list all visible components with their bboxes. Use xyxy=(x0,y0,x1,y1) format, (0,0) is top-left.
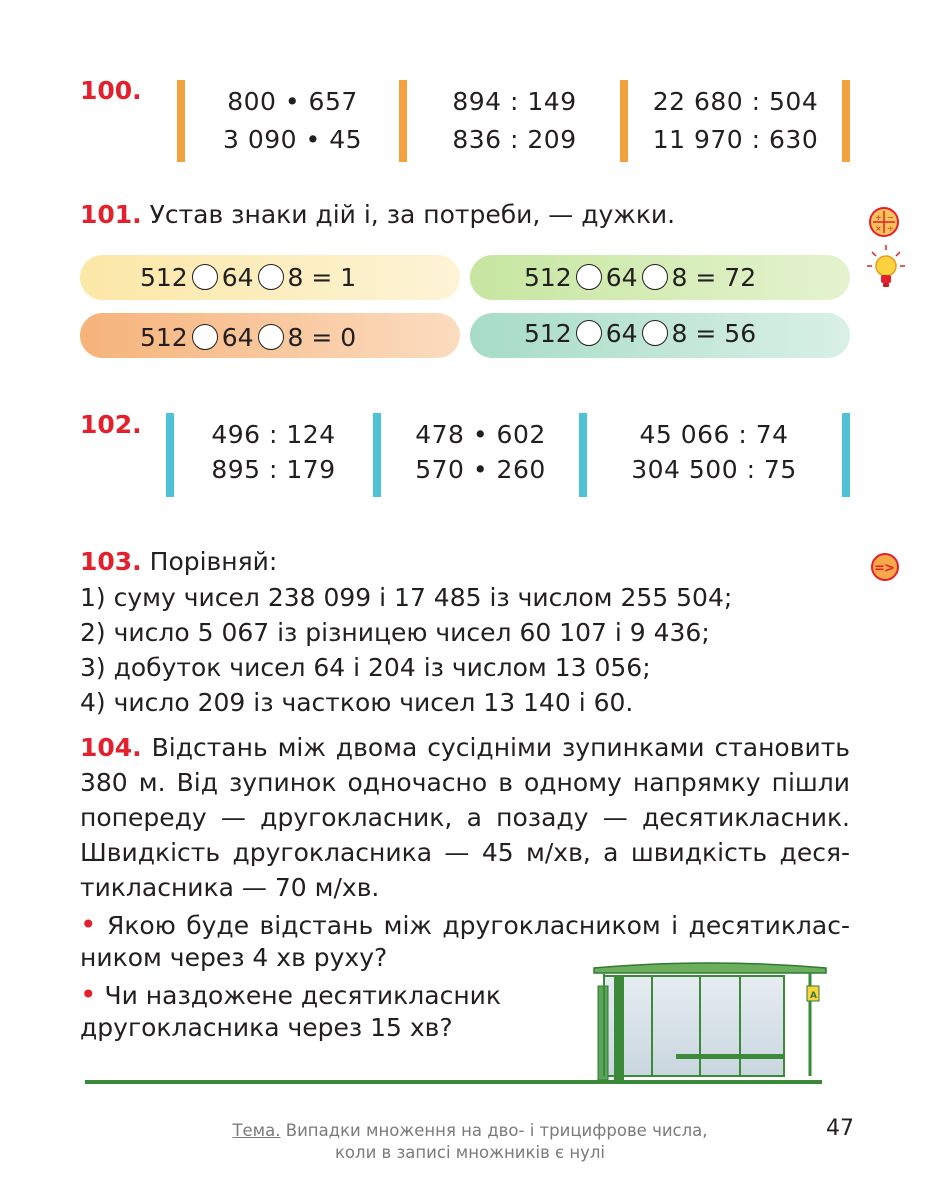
expression: 894 : 149 xyxy=(452,87,577,116)
task-text: Устав знаки дій і, за потреби, — дужки. xyxy=(149,200,676,229)
expression-column xyxy=(589,417,839,487)
expression-column xyxy=(383,417,578,487)
exercise-number: 100. xyxy=(80,76,142,105)
ground-line xyxy=(85,1080,822,1084)
list-item: 3) добуток чисел 64 і 204 із числом 13 056; xyxy=(80,653,651,682)
result: = 72 xyxy=(695,263,757,292)
expression: 570 • 260 xyxy=(415,455,546,484)
column-divider xyxy=(373,413,381,497)
expression: 895 : 179 xyxy=(211,455,336,484)
expression: 800 • 657 xyxy=(227,87,358,116)
question-line: другокласника через 15 хв? xyxy=(80,1013,453,1042)
topic-label: Тема. xyxy=(232,1121,281,1140)
topic-text: Випадки множення на дво- і трицифрове числа, xyxy=(280,1121,708,1140)
column-divider xyxy=(842,413,850,497)
operand: 8 xyxy=(671,263,688,292)
operand: 8 xyxy=(671,319,688,348)
expression: 45 066 : 74 xyxy=(639,420,789,449)
problem-text: Відстань між двома сусідніми зупинками становить xyxy=(151,733,850,762)
operation-blank[interactable] xyxy=(642,320,668,346)
equation-card xyxy=(80,313,460,358)
question-line xyxy=(80,908,850,941)
list-item: 1) суму чисел 238 099 і 17 485 із числом 255 504; xyxy=(80,583,733,612)
expression: 478 • 602 xyxy=(415,420,546,449)
expression: 304 500 : 75 xyxy=(631,455,797,484)
operand: 512 xyxy=(524,263,572,292)
expression: 11 970 : 630 xyxy=(652,125,819,154)
bullet-icon: • xyxy=(80,908,97,941)
column-divider xyxy=(620,80,628,162)
expression-column xyxy=(633,83,838,159)
exercise-101-heading xyxy=(80,200,675,229)
problem-line: 380 м. Від зупинок одночасно в одному напрямку пішли xyxy=(80,768,850,797)
column-divider xyxy=(399,80,407,162)
problem-line xyxy=(80,733,850,762)
bus-stop-illustration xyxy=(590,958,835,1090)
column-divider xyxy=(166,413,174,497)
question-line: ником через 4 хв руху? xyxy=(80,943,388,972)
list-item: 4) число 209 із часткою чисел 13 140 і 60. xyxy=(80,688,634,717)
compare-icon xyxy=(870,552,900,586)
problem-line: Швидкість другокласника — 45 м/хв, а швидкість деся- xyxy=(80,838,850,867)
footer-topic xyxy=(180,1120,760,1164)
exercise-103-heading xyxy=(80,547,277,576)
operand: 64 xyxy=(605,319,638,348)
svg-text:>: > xyxy=(884,561,895,576)
svg-text:−: − xyxy=(887,213,894,222)
expression: 496 : 124 xyxy=(211,420,336,449)
svg-text:A: A xyxy=(810,991,817,1001)
operation-blank[interactable] xyxy=(192,264,218,290)
lightbulb-icon xyxy=(866,244,906,294)
topic-text: коли в записі множників є нулі xyxy=(334,1143,606,1162)
operation-blank[interactable] xyxy=(258,264,284,290)
svg-text:÷: ÷ xyxy=(887,224,894,233)
expression-column xyxy=(412,83,617,159)
operation-blank[interactable] xyxy=(642,264,668,290)
operand: 512 xyxy=(524,319,572,348)
expression-column xyxy=(190,83,395,159)
question-line xyxy=(80,978,501,1011)
question-text: Чи наздожене десятикласник xyxy=(104,981,502,1010)
page-number: 47 xyxy=(826,1116,854,1141)
list-item: 2) число 5 067 із різницею чисел 60 107 і 9 436; xyxy=(80,618,710,647)
problem-line: тикласника — 70 м/хв. xyxy=(80,873,380,902)
svg-text:=: = xyxy=(874,561,885,576)
task-text: Порівняй: xyxy=(149,547,278,576)
exercise-number: 103. xyxy=(80,547,142,576)
result: = 0 xyxy=(311,323,357,352)
result: = 56 xyxy=(695,319,757,348)
exercise-number: 102. xyxy=(80,410,142,439)
operand: 64 xyxy=(221,263,254,292)
expression: 22 680 : 504 xyxy=(652,87,819,116)
equation-card xyxy=(80,255,460,300)
operand: 64 xyxy=(605,263,638,292)
exercise-number: 101. xyxy=(80,200,142,229)
column-divider xyxy=(579,413,587,497)
svg-text:×: × xyxy=(875,224,882,233)
equation-card xyxy=(470,255,850,300)
column-divider xyxy=(842,80,850,162)
expression: 3 090 • 45 xyxy=(222,125,363,154)
operation-blank[interactable] xyxy=(258,324,284,350)
operand: 64 xyxy=(221,323,254,352)
operand: 512 xyxy=(140,323,188,352)
svg-text:+: + xyxy=(875,213,882,222)
calculation-icon xyxy=(868,206,900,242)
operand: 8 xyxy=(287,263,304,292)
expression: 836 : 209 xyxy=(452,125,577,154)
problem-line: попереду — другокласник, а позаду — десятикласник. xyxy=(80,803,850,832)
exercise-number: 104. xyxy=(80,733,142,762)
operation-blank[interactable] xyxy=(576,264,602,290)
question-text: Якою буде відстань між другокласником і десятиклас- xyxy=(106,911,850,940)
operand: 512 xyxy=(140,263,188,292)
result: = 1 xyxy=(311,263,357,292)
operand: 8 xyxy=(287,323,304,352)
operation-blank[interactable] xyxy=(192,324,218,350)
bullet-icon: • xyxy=(80,978,97,1011)
equation-card xyxy=(470,313,850,358)
column-divider xyxy=(177,80,185,162)
expression-column xyxy=(176,417,371,487)
operation-blank[interactable] xyxy=(576,320,602,346)
